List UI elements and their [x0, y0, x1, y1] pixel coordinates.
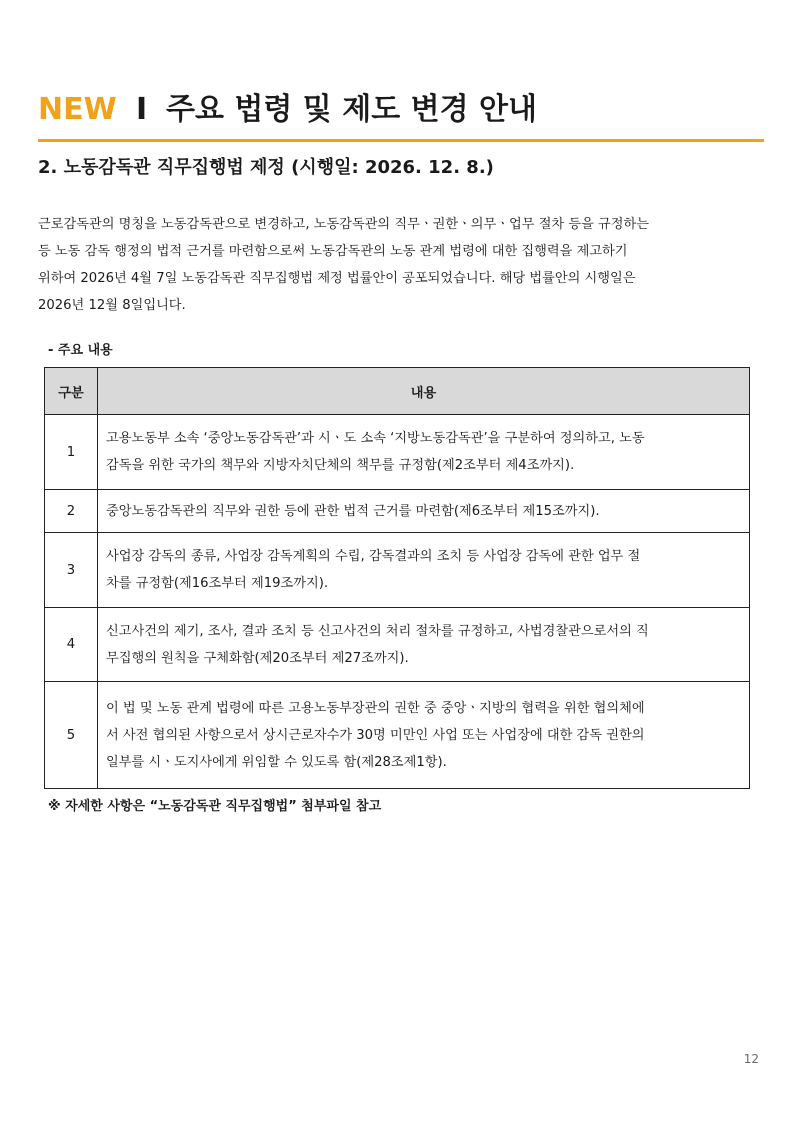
row-number: 5 — [45, 682, 98, 789]
row-content-line: 일부를 시ㆍ도지사에게 위임할 수 있도록 함(제28조제1항). — [106, 754, 447, 770]
row-content — [98, 533, 750, 608]
row-content-line: 이 법 및 노동 관계 법령에 따른 고용노동부장관의 권한 중 중앙ㆍ지방의 협력을 위한 협의체에 — [106, 700, 645, 716]
table-row — [45, 682, 750, 789]
table-row — [45, 490, 750, 533]
row-content — [98, 415, 750, 490]
row-content-line: 차를 규정함(제16조부터 제19조까지). — [106, 576, 329, 591]
row-content-line: 고용노동부 소속 ‘중앙노동감독관’과 시ㆍ도 소속 ‘지방노동감독관’을 구분하여 정의하고, 노동 — [106, 431, 645, 446]
row-content-line: 신고사건의 제기, 조사, 결과 조치 등 신고사건의 처리 절차를 규정하고, 사법경찰관으로서의 직 — [106, 623, 649, 639]
header-separator: I — [136, 92, 148, 127]
intro-line: 등 노동 감독 행정의 법적 근거를 마련함으로써 노동감독관의 노동 관계 법령에 대한 집행력을 제고하기 — [38, 244, 628, 259]
row-content — [98, 682, 750, 789]
page-number: 12 — [743, 1052, 759, 1066]
row-content-line: 무집행의 원칙을 구체화함(제20조부터 제27조까지). — [106, 650, 409, 666]
column-header-content: 내용 — [98, 368, 750, 415]
row-content-line: 사업장 감독의 종류, 사업장 감독계획의 수립, 감독결과의 조치 등 사업장 감독에 관한 업무 절 — [106, 549, 641, 564]
intro-line: 위하여 2026년 4월 7일 노동감독관 직무집행법 제정 법률안이 공포되었습니다. 해당 법률안의 시행일은 — [38, 271, 636, 286]
intro-paragraph — [38, 211, 750, 319]
table-row — [45, 415, 750, 490]
row-number: 4 — [45, 608, 98, 682]
row-content-line: 중앙노동감독관의 직무와 권한 등에 관한 법적 근거를 마련함(제6조부터 제15조까지). — [106, 503, 600, 519]
header-divider — [38, 139, 764, 142]
new-label: NEW — [38, 92, 117, 127]
table-header-row — [45, 368, 750, 415]
page-header — [38, 88, 762, 136]
main-content-table — [44, 367, 750, 789]
page-title: 주요 법령 및 제도 변경 안내 — [166, 92, 538, 127]
row-number: 3 — [45, 533, 98, 608]
row-content — [98, 490, 750, 533]
table-row — [45, 533, 750, 608]
intro-line: 근로감독관의 명칭을 노동감독관으로 변경하고, 노동감독관의 직무ㆍ권한ㆍ의무ㆍ업무 절차 등을 규정하는 — [38, 217, 649, 232]
column-header-category: 구분 — [45, 368, 98, 415]
intro-line: 2026년 12월 8일입니다. — [38, 298, 186, 313]
table-row — [45, 608, 750, 682]
table-heading: - 주요 내용 — [48, 343, 113, 358]
row-content-line: 감독을 위한 국가의 책무와 지방자치단체의 책무를 규정함(제2조부터 제4조까지). — [106, 458, 575, 473]
row-content-line: 서 사전 협의된 사항으로서 상시근로자수가 30명 미만인 사업 또는 사업장에 대한 감독 권한의 — [106, 727, 645, 743]
section-title: 2. 노동감독관 직무집행법 제정 (시행일: 2026. 12. 8.) — [38, 157, 494, 178]
reference-note: ※ 자세한 사항은 “노동감독관 직무집행법” 첨부파일 참고 — [48, 799, 382, 814]
row-number: 2 — [45, 490, 98, 533]
row-content — [98, 608, 750, 682]
row-number: 1 — [45, 415, 98, 490]
